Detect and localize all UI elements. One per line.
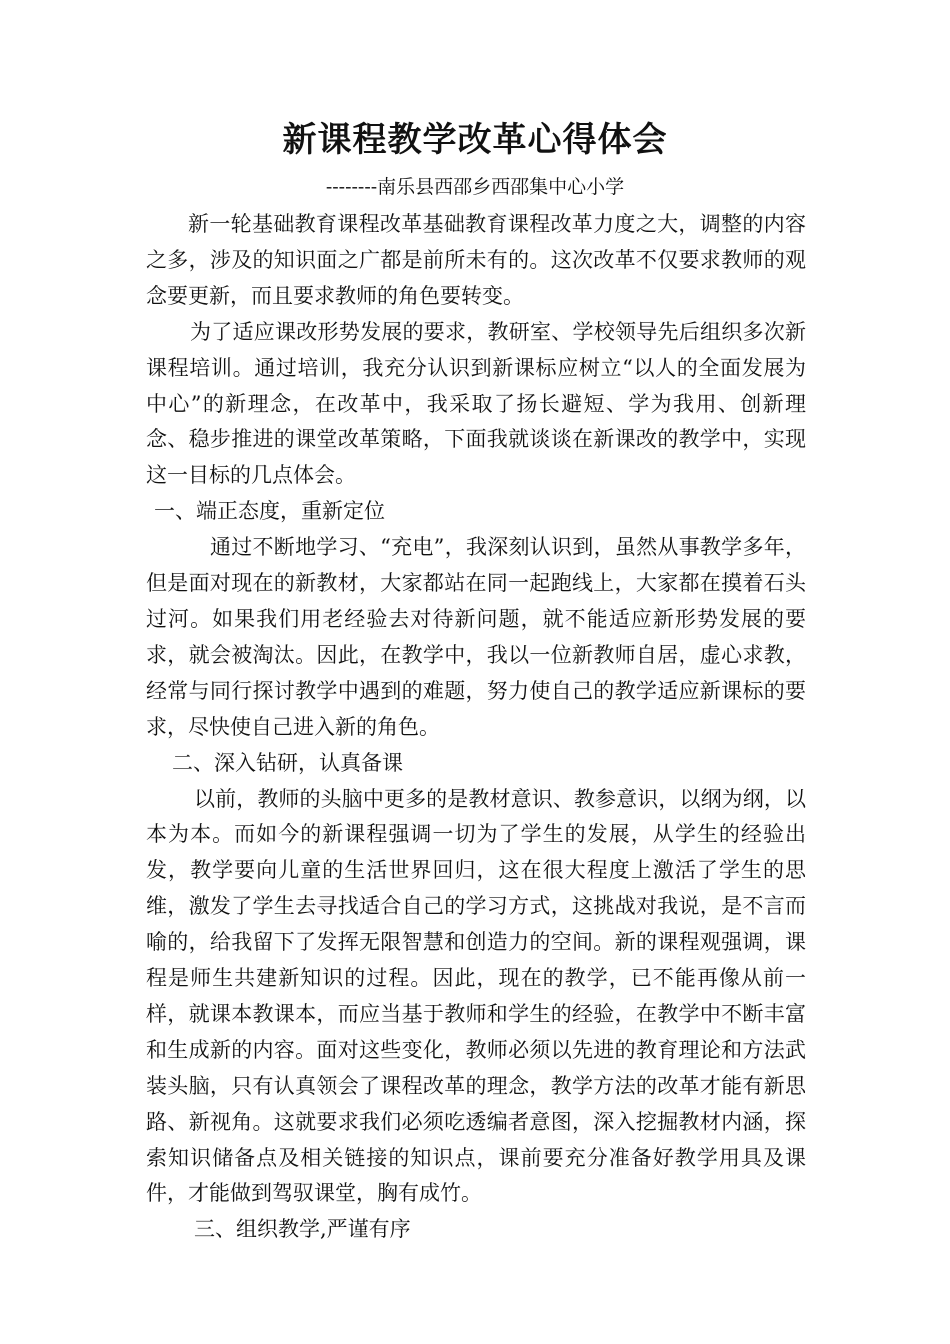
section-1-paragraph: 通过不断地学习、“充电”，我深刻认识到，虽然从事教学多年，但是面对现在的新教材，大家都站在同一起跑线上，大家都在摸着石头过河。如果我们用老经验去对待新问题，就不能适应新形势发展的要求，就会被淘汰。因此，在教学中，我以一位新教师自居，虚心求教，经常与同行探讨教学中遇到的难题，努力使自己的教学适应新课标的要求，尽快使自己进入新的角色。	[146, 535, 806, 739]
document-subtitle: --------南乐县西邵乡西邵集中心小学	[325, 176, 625, 198]
section-2-heading: 二、深入钻研，认真备课	[172, 750, 403, 775]
document-title: 新课程教学改革心得体会	[282, 120, 668, 160]
section-3-heading: 三、组织教学,严谨有序	[194, 1217, 411, 1242]
intro-paragraph-1: 新一轮基础教育课程改革基础教育课程改革力度之大，调整的内容之多，涉及的知识面之广都是前所未有的。这次改革不仅要求教师的观念要更新，而且要求教师的角色要转变。	[146, 212, 806, 308]
intro-paragraph-2: 为了适应课改形势发展的要求，教研室、学校领导先后组织多次新课程培训。通过培训，我充分认识到新课标应树立“以人的全面发展为中心”的新理念，在改革中，我采取了扬长避短、学为我用、创新理念、稳步推进的课堂改革策略，下面我就谈谈在新课改的教学中，实现这一目标的几点体会。	[146, 319, 806, 488]
document-body	[146, 207, 806, 1248]
section-1-heading: 一、端正态度，重新定位	[154, 499, 385, 524]
section-2-paragraph: 以前，教师的头脑中更多的是教材意识、教参意识，以纲为纲，以本为本。而如今的新课程强调一切为了学生的发展，从学生的经验出发，教学要向儿童的生活世界回归，这在很大程度上激活了学生的思维，激发了学生去寻找适合自己的学习方式，这挑战对我说，是不言而喻的，给我留下了发挥无限智慧和创造力的空间。新的课程观强调，课程是师生共建新知识的过程。因此，现在的教学，已不能再像从前一样，就课本教课本，而应当基于教师和学生的经验，在教学中不断丰富和生成新的内容。面对这些变化，教师必须以先进的教育理论和方法武装头脑，只有认真领会了课程改革的理念，教学方法的改革才能有新思路、新视角。这就要求我们必须吃透编者意图，深入挖掘教材内涵，探索知识储备点及相关链接的知识点，课前要充分准备好教学用具及课件，才能做到驾驭课堂，胸有成竹。	[146, 786, 806, 1206]
